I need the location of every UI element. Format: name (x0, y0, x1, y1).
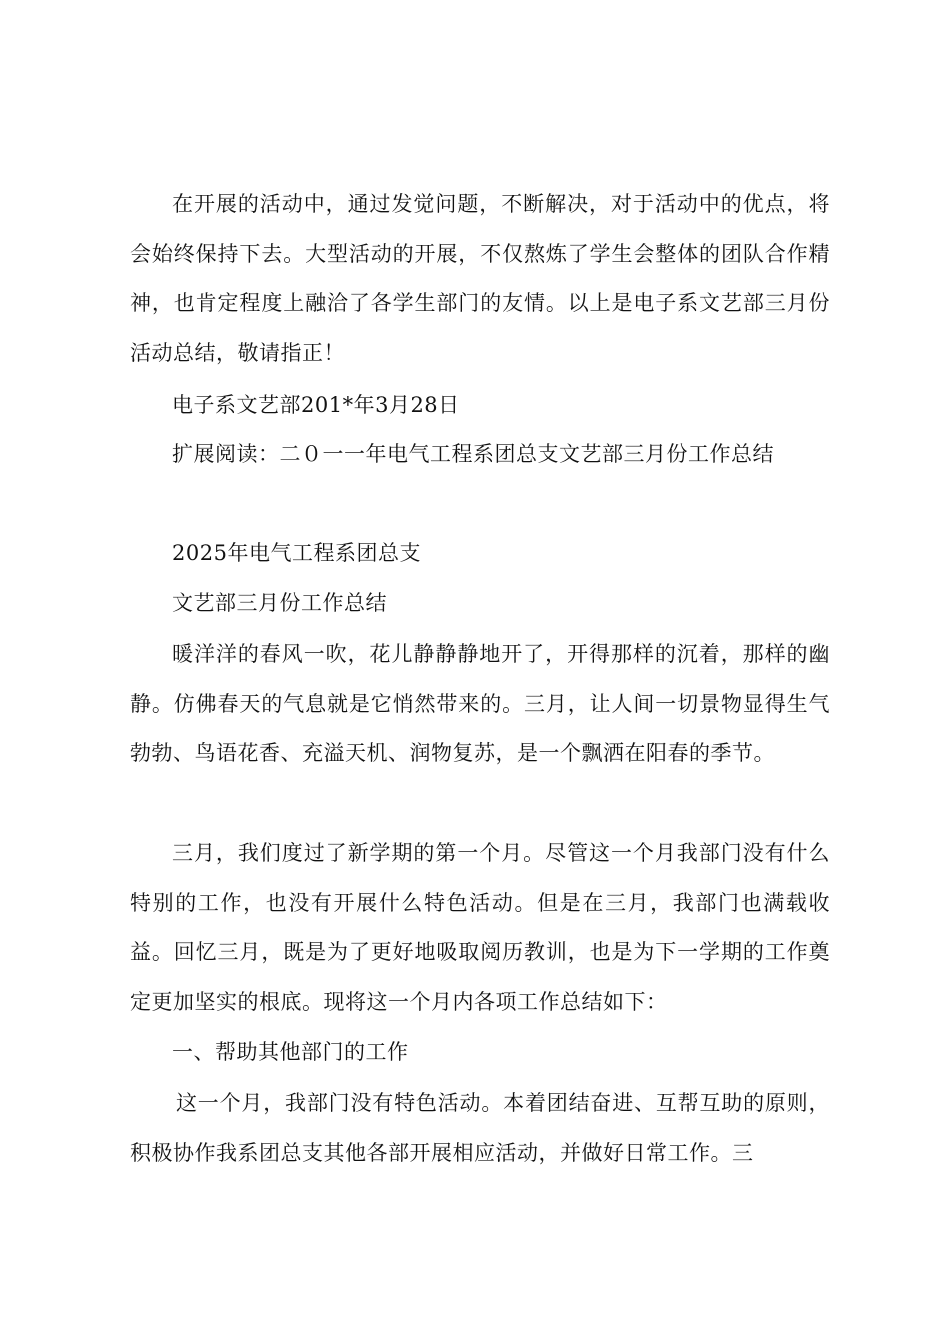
heading-line-1: 2025年电气工程系团总支 (172, 541, 421, 565)
section-title-help-other-departments: 一、帮助其他部门的工作 (172, 1040, 409, 1064)
signature-line: 电子系文艺部201*年3月28日 (172, 393, 460, 417)
paragraph-activity-summary: 在开展的活动中，通过发觉问题，不断解决，对于活动中的优点，将会始终保持下去。大型活动的开展，不仅熬炼了学生会整体的团队合作精神，也肯定程度上融洽了各学生部门的友情。以上是电子系文艺部三月份活动总结，敬请指正！ (130, 192, 830, 365)
heading-line-2: 文艺部三月份工作总结 (172, 591, 387, 615)
paragraph-march-review: 三月，我们度过了新学期的第一个月。尽管这一个月我部门没有什么特别的工作，也没有开展什么特色活动。但是在三月，我部门也满载收益。回忆三月，既是为了更好地吸取阅历教训，也是为下一学期的工作奠定更加坚实的根底。现将这一个月内各项工作总结如下： (130, 841, 830, 1014)
extended-reading-line: 扩展阅读：二０一一年电气工程系团总支文艺部三月份工作总结 (172, 442, 774, 466)
paragraph-spring: 暖洋洋的春风一吹，花儿静静静地开了，开得那样的沉着，那样的幽静。仿佛春天的气息就是它悄然带来的。三月，让人间一切景物显得生气勃勃、鸟语花香、充溢天机、润物复苏，是一个飘洒在阳春的季节。 (130, 642, 830, 765)
paragraph-help-other-departments: 这一个月，我部门没有特色活动。本着团结奋进、互帮互助的原则，积极协作我系团总支其他各部开展相应活动，并做好日常工作。三 (130, 1091, 830, 1165)
